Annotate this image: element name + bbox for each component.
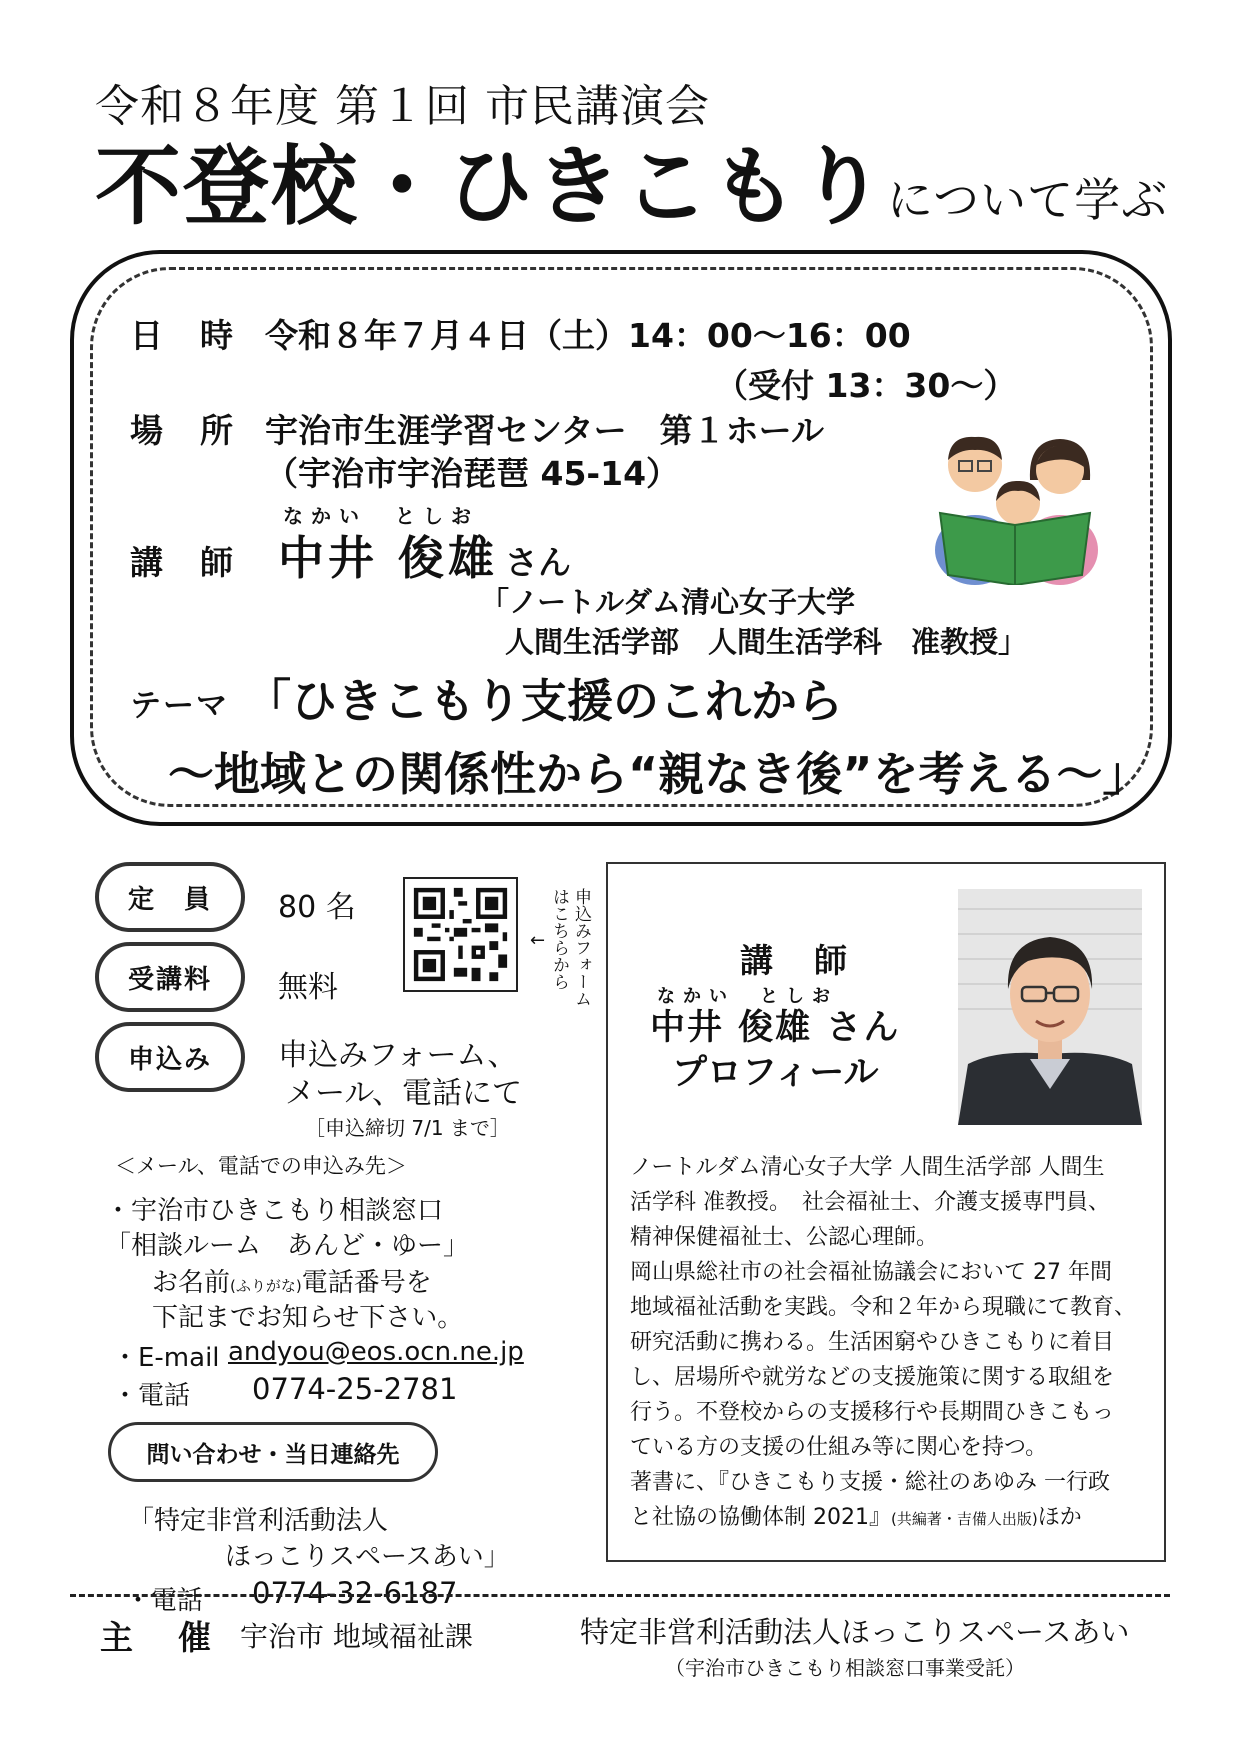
fee-value: 無料 (278, 970, 338, 1005)
contact-instruction-2: 下記までお知らせ下さい。 (152, 1303, 464, 1333)
place-value: 宇治市生涯学習センター 第１ホール (265, 411, 825, 450)
profile-book-note: (共編著・吉備人出版) (890, 1510, 1038, 1528)
qr-note: 申込みフォームはこちらから (549, 888, 591, 1007)
theme-label: テーマ (130, 688, 229, 724)
profile-line: し、居場所や就労などの支援施策に関する取組を (630, 1365, 1115, 1390)
lecturer-honorific: さん (505, 543, 571, 582)
qr-code-pattern (405, 879, 516, 990)
qr-arrow-icon: ← (530, 930, 546, 951)
profile-heading: 講 師 (740, 941, 851, 980)
profile-line: ノートルダム清心女子大学 人間生活学部 人間生 (630, 1155, 1105, 1180)
capacity-value: 80 名 (278, 890, 356, 925)
title-main-text: 不登校・ひきこもり (95, 137, 887, 237)
host-label: 主 催 (100, 1618, 217, 1657)
instruction-name: お名前 (152, 1268, 231, 1298)
profile-line: 地域福祉活動を実践。令和２年から現職にて教育、 (630, 1295, 1137, 1320)
email-link[interactable]: andyou@eos.ocn.ne.jp (228, 1337, 524, 1367)
lecturer-affiliation-2: 人間生活学部 人間生活学科 准教授」 (505, 625, 1028, 659)
apply-value-2: メール、電話にて (285, 1076, 522, 1111)
page-title (95, 137, 1169, 237)
family-reading-illustration (920, 425, 1105, 585)
instruction-furigana: (ふりがな) (230, 1277, 302, 1295)
contact-instruction-1 (152, 1262, 432, 1299)
place-address: （宇治市宇治琵琶 45-14） (265, 454, 680, 493)
lecturer-name: 中井 俊雄 (278, 531, 499, 585)
profile-line: 岡山県総社市の社会福祉協議会において 27 年間 (630, 1260, 1112, 1285)
profile-line: ている方の支援の仕組み等に関心を持つ。 (630, 1435, 1048, 1460)
apply-value-1: 申込みフォーム、 (278, 1038, 518, 1073)
profile-book-suffix: ほか (1037, 1505, 1082, 1530)
profile-line: 精神保健福祉士、公認心理師。 (630, 1225, 939, 1250)
footer-divider (70, 1594, 1170, 1597)
profile-line: 活学科 准教授。 社会福祉士、介護支援専門員、 (630, 1190, 1110, 1215)
inquiry-phone-number: 0774-32-6187 (252, 1576, 458, 1610)
capacity-badge: 定 員 (95, 862, 245, 932)
host-2: 特定非営利活動法人ほっこりスペースあい (580, 1615, 1130, 1649)
inquiry-org-line-2: ほっこりスペースあい」 (225, 1542, 510, 1572)
qr-code[interactable] (403, 877, 518, 992)
profile-line: 著書に、『ひきこもり支援・総社のあゆみ 一行政 (630, 1470, 1110, 1495)
profile-line: 行う。不登校からの支援移行や長期間ひきこもっ (630, 1400, 1115, 1425)
inquiry-badge: 問い合わせ・当日連絡先 (108, 1422, 438, 1482)
phone-number: 0774-25-2781 (252, 1372, 458, 1406)
phone-label: ・電話 (112, 1381, 191, 1411)
lecturer-ruby-family: なかい (283, 504, 367, 528)
lecturer-affiliation-1: 「ノートルダム清心女子大学 (480, 585, 855, 619)
lecturer-label: 講 師 (130, 543, 235, 582)
profile-ruby-family: なかい (657, 986, 735, 1007)
profile-line (630, 1500, 1150, 1537)
lecturer-photo (958, 889, 1142, 1125)
event-series-title: 令和８年度 第１回 市民講演会 (95, 81, 710, 132)
profile-name: 中井 俊雄 さん (650, 1008, 901, 1048)
contact-heading: ＜メール、電話での申込み先＞ (115, 1154, 407, 1178)
theme-line-1: 「ひきこもり支援のこれから (245, 674, 843, 728)
lecturer-ruby-given: としお (395, 504, 479, 528)
profile-ruby-given: としお (760, 986, 838, 1007)
profile-line: 研究活動に携わる。生活困窮やひきこもりに着目 (630, 1330, 1115, 1355)
apply-badge: 申込み (95, 1022, 245, 1092)
date-label: 日 時 (130, 316, 235, 355)
inquiry-phone-label: ・電話 (125, 1586, 204, 1616)
contact-office: ・宇治市ひきこもり相談窓口 (105, 1196, 444, 1226)
fee-badge: 受講料 (95, 942, 245, 1012)
date-value: 令和８年７月４日（土）14：00～16：00 (265, 316, 911, 355)
host-2-note: （宇治市ひきこもり相談窓口事業受託） (665, 1656, 1025, 1680)
email-label: ・E-mail (112, 1343, 220, 1373)
inquiry-org-line-1: 「特定非営利活動法人 (128, 1506, 389, 1536)
theme-line-2: ～地域との関係性から“親なき後”を考える～」 (168, 747, 1149, 801)
host-1: 宇治市 地域福祉課 (240, 1620, 473, 1653)
title-suffix: について学ぶ (887, 173, 1169, 227)
apply-deadline: ［申込締切 7/1 まで］ (305, 1116, 510, 1140)
profile-text (630, 1150, 1150, 1537)
reception-time: （受付 13：30～） (715, 366, 1017, 405)
contact-room: 「相談ルーム あんど・ゆー」 (105, 1231, 470, 1261)
instruction-phone: 電話番号を (301, 1268, 432, 1298)
profile-title: プロフィール (672, 1053, 879, 1093)
profile-book: と社協の協働体制 2021』 (630, 1505, 891, 1530)
place-label: 場 所 (130, 411, 235, 450)
